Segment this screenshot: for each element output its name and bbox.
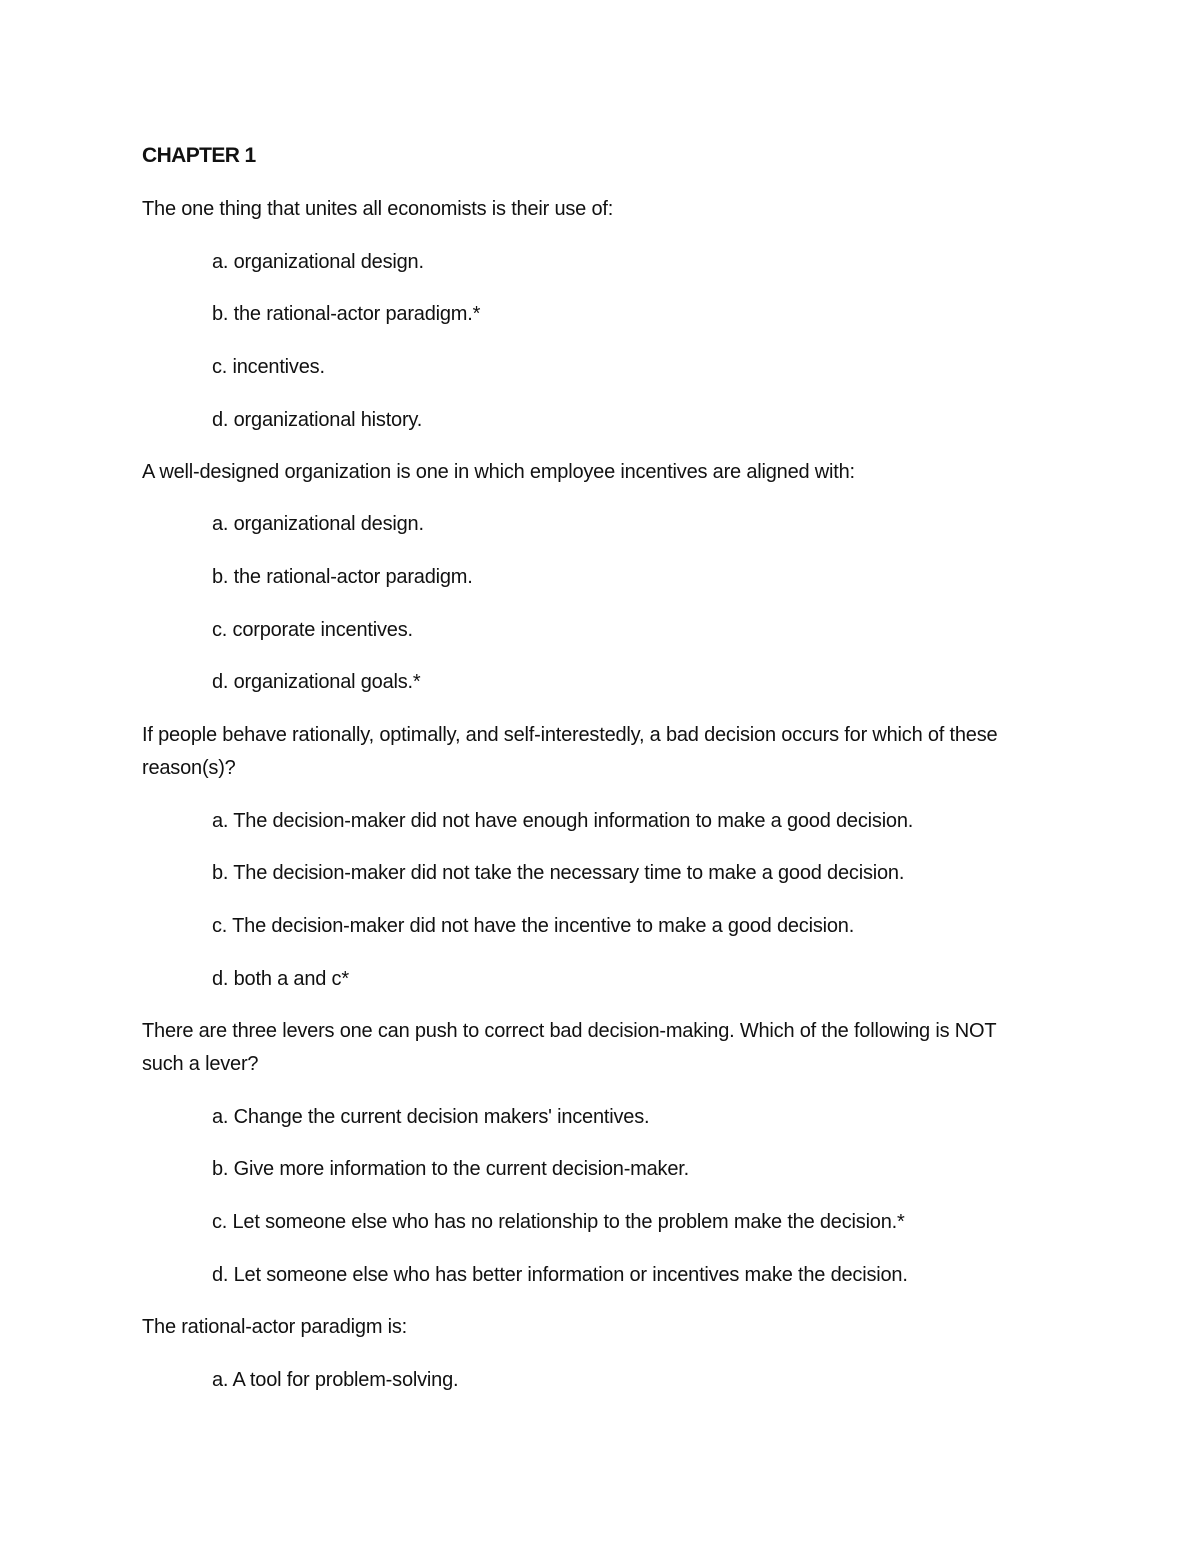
question-1-option-b: b. the rational-actor paradigm.* xyxy=(212,303,481,325)
question-2-option-a: a. organizational design. xyxy=(212,513,424,535)
question-4-option-a: a. Change the current decision makers' incentives. xyxy=(212,1106,650,1128)
question-2-option-c: c. corporate incentives. xyxy=(212,619,413,641)
question-3-option-b: b. The decision-maker did not take the necessary time to make a good decision. xyxy=(212,862,905,884)
question-3-option-a: a. The decision-maker did not have enough information to make a good decision. xyxy=(212,810,914,832)
question-1-option-c: c. incentives. xyxy=(212,356,325,378)
question-3-option-c: c. The decision-maker did not have the incentive to make a good decision. xyxy=(212,915,855,937)
question-3-option-d: d. both a and c* xyxy=(212,968,349,990)
question-4-option-c: c. Let someone else who has no relationship to the problem make the decision.* xyxy=(212,1211,905,1233)
question-1-option-d: d. organizational history. xyxy=(212,409,423,431)
chapter-heading: CHAPTER 1 xyxy=(142,144,256,167)
question-2-text: A well-designed organization is one in which employee incentives are aligned with: xyxy=(142,461,855,483)
question-1-option-a: a. organizational design. xyxy=(212,251,424,273)
question-4-text: There are three levers one can push to correct bad decision-making. Which of the following is NOT such a lever? xyxy=(142,1020,996,1075)
question-4-option-b: b. Give more information to the current decision-maker. xyxy=(212,1158,689,1180)
question-2-option-b: b. the rational-actor paradigm. xyxy=(212,566,473,588)
question-5-text: The rational-actor paradigm is: xyxy=(142,1316,408,1338)
question-5-option-a: a. A tool for problem-solving. xyxy=(212,1369,459,1391)
question-3-text: If people behave rationally, optimally, and self-interestedly, a bad decision occurs for which of these reason(s)? xyxy=(142,724,998,779)
question-2-option-d: d. organizational goals.* xyxy=(212,671,421,693)
question-1-text: The one thing that unites all economists is their use of: xyxy=(142,198,614,220)
question-4-option-d: d. Let someone else who has better information or incentives make the decision. xyxy=(212,1264,908,1286)
